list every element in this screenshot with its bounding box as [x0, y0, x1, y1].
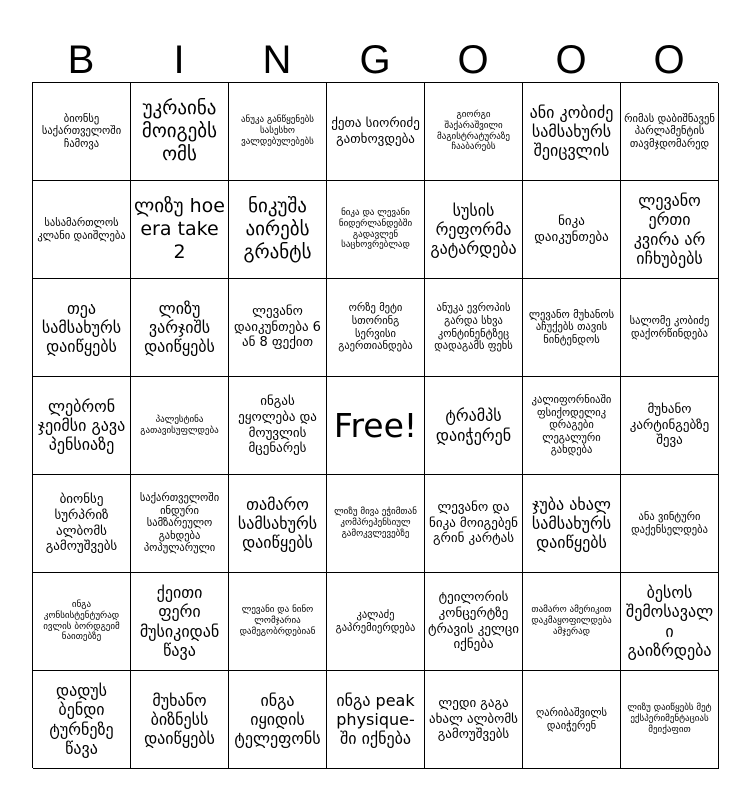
bingo-cell[interactable]: კალაძე გაპრემიერდება [327, 573, 425, 671]
bingo-cell[interactable]: ლევანო და ნიკა მოიგებენ გრინ კარტას [425, 475, 523, 573]
header-letter-i: I [173, 37, 185, 82]
bingo-cell[interactable]: ტეილორის კონცერტზე ტრავის კელცი იქნება [425, 573, 523, 671]
bingo-cell[interactable]: ბესოს შემოსავალი გაიზრდება [621, 573, 719, 671]
bingo-cell[interactable]: ქეთა სიორიძე გათხოვდება [327, 83, 425, 181]
bingo-cell[interactable]: რიმას დაბიშნავენ პარლამენტის თავმჯდომარედ [621, 83, 719, 181]
bingo-cell[interactable]: სალომე კობიძე დაქორწინდება [621, 279, 719, 377]
bingo-cell[interactable]: ლებრონ ჯეიმსი გავა პენსიაზე [33, 377, 131, 475]
bingo-cell[interactable]: ბიონსე სურპრიზ ალბომს გამოუშვებს [33, 475, 131, 573]
bingo-cell[interactable]: ნიკუშა აირებს გრანტს [229, 181, 327, 279]
bingo-cell[interactable]: ნიკა და ლევანი ნიდერლანდებში გადავლენ საცხოვრებლად [327, 181, 425, 279]
bingo-cell[interactable]: ლიზუ hoe era take 2 [131, 181, 229, 279]
bingo-cell[interactable]: ტრამპს დაიჭერენ [425, 377, 523, 475]
bingo-cell[interactable]: ლევანო ერთი კვირა არ იჩხუბებს [621, 181, 719, 279]
bingo-cell[interactable]: ინგა იყიდის ტელეფონს [229, 671, 327, 769]
bingo-cell[interactable]: ორზე მეტი სთორინგ სერვისი გაერთიანდება [327, 279, 425, 377]
bingo-cell[interactable]: ლედი გაგა ახალ ალბომს გამოუშვებს [425, 671, 523, 769]
bingo-cell[interactable]: ლიზუ ვარჯიშს დაიწყებს [131, 279, 229, 377]
bingo-cell[interactable]: საქართველოში ინდური სამზარეულო გახდება პოპულარული [131, 475, 229, 573]
bingo-cell[interactable]: სასამართლოს კლანი დაიშლება [33, 181, 131, 279]
bingo-cell[interactable]: თამარო ამერიკით დაკმაყოფილდება ამჯერად [523, 573, 621, 671]
bingo-cell[interactable]: გიორგი შაქარაშვილი მაგისტრატურაზე ჩააბარებს [425, 83, 523, 181]
bingo-cell[interactable]: ნიკა დაიკუნთება [523, 181, 621, 279]
header-letter-n: N [262, 37, 292, 82]
bingo-cell[interactable]: დადუს ბენდი ტურნეზე წავა [33, 671, 131, 769]
bingo-cell[interactable]: ჯუბა ახალ სამსახურს დაიწყებს [523, 475, 621, 573]
bingo-cell[interactable]: ლიზუ მივა ეჭიმთან კომპრეჰენსიულ გამოკვლევებზე [327, 475, 425, 573]
bingo-cell[interactable]: ანა ვინტური დაქენსელდება [621, 475, 719, 573]
bingo-header [32, 30, 718, 90]
bingo-cell[interactable]: ლევანო მუხანოს აჩუქებს თავის ნინტენდოს [523, 279, 621, 377]
bingo-cell[interactable]: კალიფორნიაში ფსიქოდელიკ დრაგები ლეგალური გახდება [523, 377, 621, 475]
bingo-grid [32, 82, 718, 768]
bingo-cell[interactable]: ანი კობიძე სამსახურს შეიცვლის [523, 83, 621, 181]
bingo-cell[interactable]: ინგა კონსისტენტურად ივლის ბორდგეიმ ნაითებზე [33, 573, 131, 671]
bingo-cell[interactable]: ანუკა განწყენებს სასესხო ვალდებულებებს [229, 83, 327, 181]
bingo-cell[interactable]: ლევანი და ნინო ლომჯარია დამეგობრდებიან [229, 573, 327, 671]
header-letter-b: B [67, 37, 95, 82]
header-letter-g: G [359, 37, 391, 82]
bingo-cell[interactable]: ინგას ეყოლება და მოუვლის მცენარეს [229, 377, 327, 475]
bingo-cell[interactable]: პალესტინა გათავისუფლდება [131, 377, 229, 475]
bingo-cell[interactable]: მუხანო კარტინგებზე შევა [621, 377, 719, 475]
bingo-cell[interactable]: ქეითი ფერი მუსიკიდან წავა [131, 573, 229, 671]
bingo-cell[interactable]: უკრაინა მოიგებს ომს [131, 83, 229, 181]
bingo-cell[interactable]: სუსის რეფორმა გატარდება [425, 181, 523, 279]
header-letter-o-2: O [555, 37, 587, 82]
header-letter-o-3: O [653, 37, 685, 82]
header-letter-o-1: O [457, 37, 489, 82]
bingo-cell[interactable]: მუხანო ბიზნესს დაიწყებს [131, 671, 229, 769]
bingo-cell[interactable]: ლევანო დაიკუნთება 6 ან 8 ფექით [229, 279, 327, 377]
bingo-cell[interactable]: თამარო სამსახურს დაიწყებს [229, 475, 327, 573]
bingo-cell[interactable]: ანუკა ევროპის გარდა სხვა კონტინენტზეც დადაგამს ფეხს [425, 279, 523, 377]
bingo-cell[interactable]: ბიონსე საქართველოში ჩამოვა [33, 83, 131, 181]
bingo-cell[interactable]: ლიზუ დაიწყებს მეტ ექსპერიმენტაციას მეიქაფით [621, 671, 719, 769]
free-space[interactable]: Free! [327, 377, 425, 475]
bingo-cell[interactable]: ინგა peak physique-ში იქნება [327, 671, 425, 769]
bingo-cell[interactable]: ღარიბაშვილს დაიჭერენ [523, 671, 621, 769]
bingo-cell[interactable]: თეა სამსახურს დაიწყებს [33, 279, 131, 377]
